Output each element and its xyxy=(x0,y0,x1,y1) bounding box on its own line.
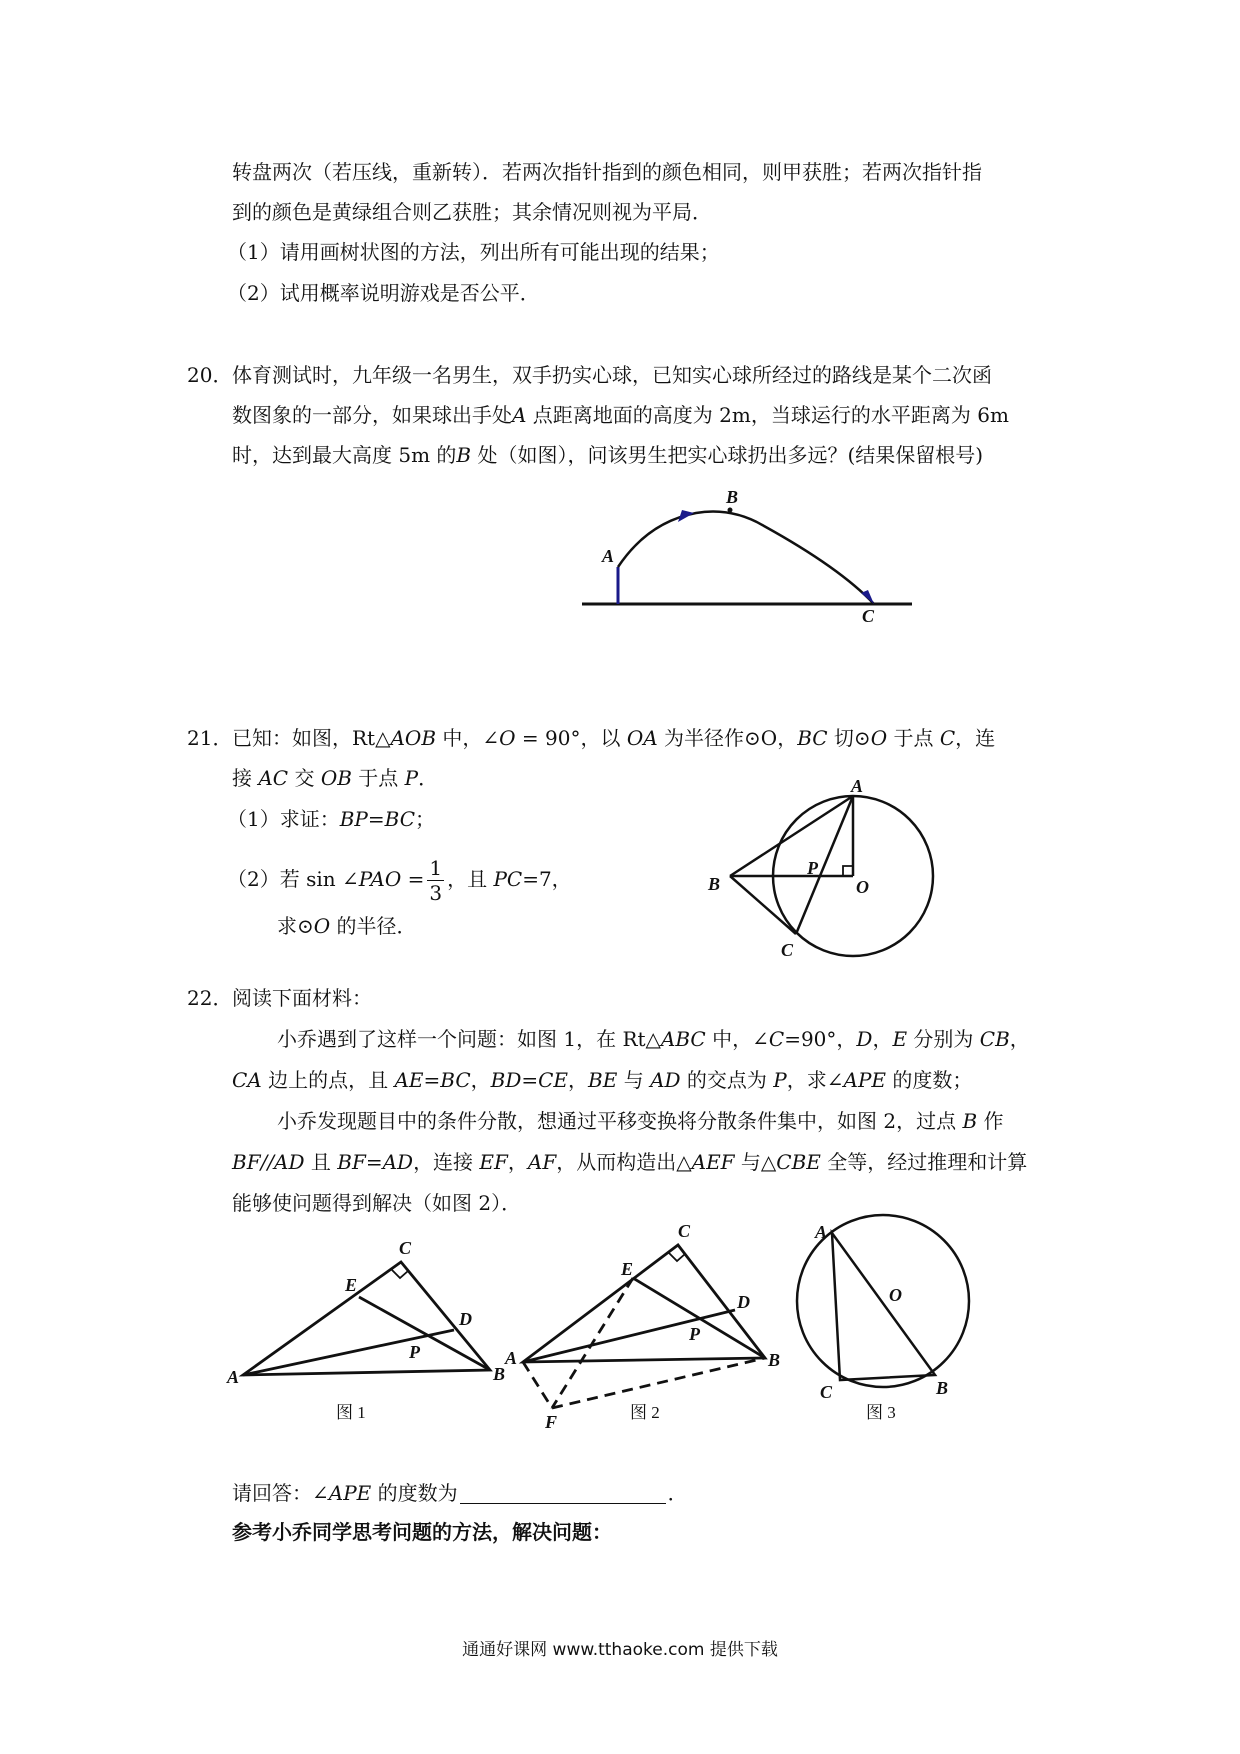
fig1-label-e: E xyxy=(345,1275,358,1295)
segment-bf-dashed xyxy=(552,1358,765,1408)
label-c: C xyxy=(781,940,794,960)
fig2-label-c: C xyxy=(678,1221,691,1241)
fig3-caption: 图 3 xyxy=(866,1403,896,1422)
q22-number: 22． xyxy=(187,986,233,1010)
q21-number: 21． xyxy=(187,726,233,750)
q19-part-1: （1）请用画树状图的方法，列出所有可能出现的结果； xyxy=(227,240,720,264)
figure-1 xyxy=(226,1238,505,1422)
q22-line-3: 小乔发现题目中的条件分散，想通过平移变换将分散条件集中，如图 2，过点 B 作 xyxy=(277,1109,1004,1133)
fig3-label-a: A xyxy=(815,1222,828,1242)
right-angle-mark-2 xyxy=(669,1253,685,1261)
triangle-abc-1 xyxy=(243,1262,490,1375)
answer-blank[interactable] xyxy=(460,1483,666,1504)
fig3-label-c: C xyxy=(820,1382,833,1402)
q21-part-2: （2）若 sin ∠PAO = $\frac{1}{3}$ ，且 PC=7， xyxy=(227,856,572,905)
q19-line-2: 到的颜色是黄绿组合则乙获胜；其余情况则视为平局． xyxy=(232,200,712,224)
fig3-label-b: B xyxy=(936,1378,949,1398)
label-o: O xyxy=(856,877,869,897)
fig1-label-a: A xyxy=(227,1367,240,1387)
fig1-label-b: B xyxy=(493,1364,506,1384)
label-b: B xyxy=(726,487,739,507)
fig1-label-d: D xyxy=(459,1309,472,1329)
fig1-label-p: P xyxy=(409,1342,420,1362)
fig1-label-c: C xyxy=(399,1238,412,1258)
figure-2 xyxy=(504,1221,780,1432)
fig2-label-d: D xyxy=(737,1292,750,1312)
label-c: C xyxy=(862,606,875,626)
q20-line-3: 时，达到最大高度 5m 的B 处（如图），问该男生把实心球扔出多远？(结果保留根号) xyxy=(232,443,984,467)
segment-af-dashed xyxy=(523,1362,552,1408)
q21-part-1: （1）求证：BP=BC； xyxy=(227,807,436,831)
q20-line-1: 体育测试时，九年级一名男生，双手扔实心球，已知实心球所经过的路线是某个二次函 xyxy=(232,363,992,387)
fig2-label-b: B xyxy=(768,1350,781,1370)
fig1-caption: 图 1 xyxy=(336,1403,366,1422)
label-p: P xyxy=(807,858,818,878)
triangle-abc-3 xyxy=(832,1233,935,1380)
q20-number: 20． xyxy=(187,363,233,387)
q22-line-4: BF//AD 且 BF=AD，连接 EF，AF，从而构造出△AEF 与△CBE 全等，经过推理和计算 xyxy=(232,1150,1028,1174)
q19-part-2: （2）试用概率说明游戏是否公平． xyxy=(227,281,540,305)
q19-line-1: 转盘两次（若压线，重新转）．若两次指针指到的颜色相同，则甲获胜；若两次指针指 xyxy=(232,160,982,184)
segment-be-1 xyxy=(359,1297,490,1370)
fraction-one-third: $\frac{1}{3}$ xyxy=(429,856,443,905)
figure-3 xyxy=(797,1215,969,1422)
fig2-label-p: P xyxy=(689,1324,700,1344)
q22-line-5: 能够使问题得到解决（如图 2）． xyxy=(232,1191,522,1215)
label-a: A xyxy=(602,546,615,566)
segment-be-2 xyxy=(633,1278,765,1358)
label-b: B xyxy=(708,874,721,894)
segment-ad-2 xyxy=(523,1310,735,1362)
q22-reference-heading: 参考小乔同学思考问题的方法，解决问题： xyxy=(232,1520,612,1544)
fig3-label-o: O xyxy=(889,1285,902,1305)
label-a: A xyxy=(851,776,864,796)
q21-line-2: 接 AC 交 OB 于点 P． xyxy=(232,766,439,790)
fig2-label-f: F xyxy=(545,1412,558,1432)
fig2-label-a: A xyxy=(505,1348,518,1368)
fig2-label-e: E xyxy=(621,1259,634,1279)
q21-part-2-cont: 求⊙O 的半径． xyxy=(277,914,417,938)
q21-line-1: 已知：如图，Rt△AOB 中，∠O = 90°，以 OA 为半径作⊙O，BC 切⊙O 于点 C，连 xyxy=(232,726,996,750)
fig2-caption: 图 2 xyxy=(630,1403,660,1422)
segment-ef-dashed xyxy=(552,1278,633,1408)
right-angle-mark-1 xyxy=(392,1270,408,1278)
q20-line-2: 数图象的一部分，如果球出手处A 点距离地面的高度为 2m，当球运行的水平距离为 6m xyxy=(232,403,1009,427)
page-footer: 通通好课网 www.tthaoke.com 提供下载 xyxy=(462,1640,778,1660)
q22-answer-prompt: 请回答：∠APE 的度数为 ． xyxy=(232,1481,688,1505)
triangle-abc-2 xyxy=(523,1245,765,1362)
q22-line-1: 小乔遇到了这样一个问题：如图 1，在 Rt△ABC 中，∠C=90°，D，E 分别为 CB， xyxy=(277,1027,1030,1051)
q22-line-2: CA 边上的点，且 AE=BC，BD=CE，BE 与 AD 的交点为 P，求∠APE 的度数； xyxy=(232,1068,973,1092)
q22-intro: 阅读下面材料： xyxy=(232,986,372,1010)
